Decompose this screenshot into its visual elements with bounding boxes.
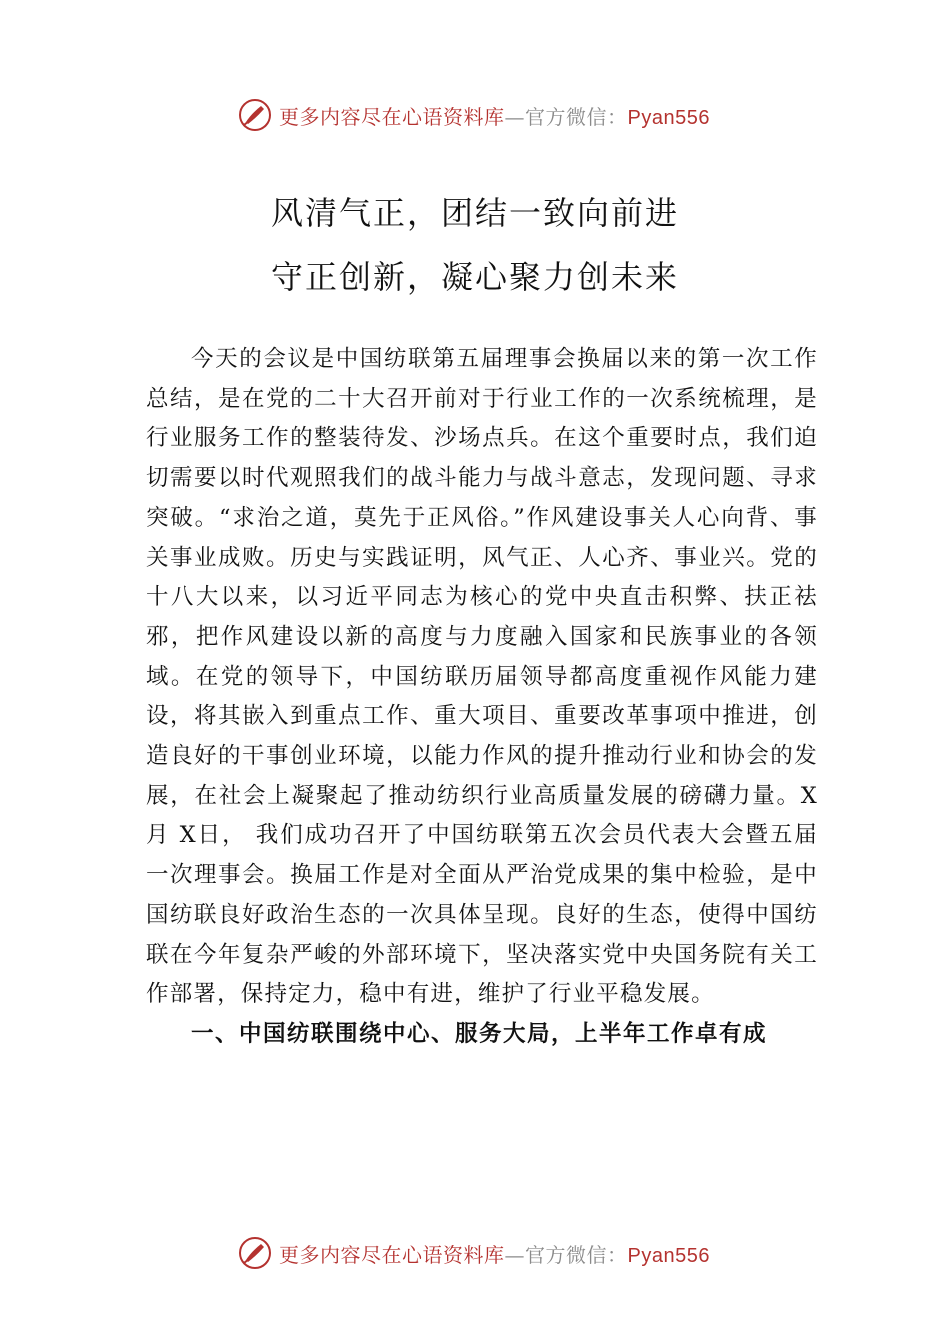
section-heading: 一、中国纺联围绕中心、服务大局，上半年工作卓有成: [191, 1020, 768, 1047]
banner-dash: —: [504, 1242, 525, 1267]
banner-wechat-id: Pyan556: [627, 106, 710, 129]
banner-text: [279, 1239, 710, 1268]
banner-wechat-label: 官方微信：: [525, 1242, 628, 1267]
banner-text: [279, 101, 710, 130]
document-title-line-1: 风清气正，团结一致向前进: [270, 194, 679, 232]
header-watermark-banner: [237, 95, 710, 135]
banner-main-text: 更多内容尽在心语资料库: [279, 1242, 505, 1267]
body-paragraph: 今天的会议是中国纺联第五届理事会换届以来的第一次工作总结，是在党的二十大召开前对于行业工作的一次系统梳理，是行业服务工作的整装待发、沙场点兵。在这个重要时点，我们迫切需要以时代观照我们的战斗能力与战斗意志，发现问题、寻求突破。“求治之道，莫先于正风俗。”作风建设事关人心向背、事关事业成败。历史与实践证明，风气正、人心齐、事业兴。党的十八大以来，以习近平同志为核心的党中央直击积弊、扶正祛邪，把作风建设以新的高度与力度融入国家和民族事业的各领域。在党的领导下，中国纺联历届领导都高度重视作风能力建设，将其嵌入到重点工作、重大项目、重要改革事项中推进，创造良好的干事创业环境，以能力作风的提升推动行业和协会的发展，在社会上凝聚起了推动纺织行业高质量发展的磅礴力量。X月 X日， 我们成功召开了中国纺联第五次会员代表大会暨五届一次理事会。换届工作是对全面从严治党成果的集中检验，是中国纺联良好政治生态的一次具体呈现。良好的生态，使得中国纺联在今年复杂严峻的外部环境下，坚决落实党中央国务院有关工作部署，保持定力，稳中有进，维护了行业平稳发展。: [146, 346, 818, 1008]
footer-watermark-banner: [237, 1233, 710, 1273]
banner-wechat-label: 官方微信：: [525, 104, 628, 129]
pen-circle-logo-icon: [237, 97, 273, 133]
document-body: [146, 340, 818, 1055]
banner-wechat-id: Pyan556: [627, 1244, 710, 1267]
document-title-line-2: 守正创新，凝心聚力创未来: [270, 258, 679, 296]
banner-dash: —: [504, 104, 525, 129]
banner-main-text: 更多内容尽在心语资料库: [279, 104, 505, 129]
pen-circle-logo-icon: [237, 1235, 273, 1271]
